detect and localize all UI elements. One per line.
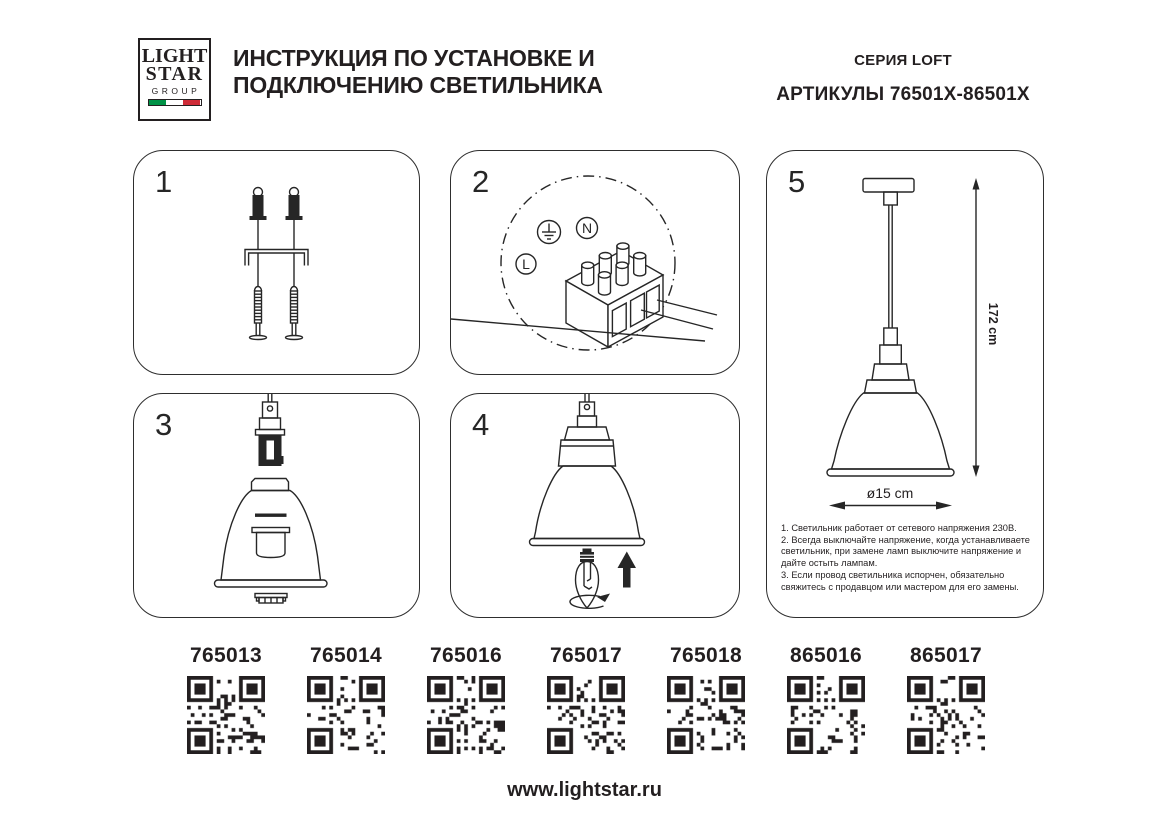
qr-code <box>427 676 505 754</box>
qr-code <box>547 676 625 754</box>
qr-code <box>907 676 985 754</box>
wall-anchor-icon <box>286 188 303 250</box>
logo-word-star: STAR <box>145 63 204 85</box>
bulb-icon <box>576 549 599 609</box>
rotate-arrow-icon <box>570 594 610 609</box>
article-item <box>780 644 872 754</box>
line-terminal-icon <box>516 254 536 274</box>
step3-panel <box>133 393 420 618</box>
step4-panel <box>450 393 740 618</box>
step5-panel <box>766 150 1044 618</box>
safety-note: 1. Светильник работает от сетевого напряжения 230В. <box>781 523 1017 533</box>
article-number: 765013 <box>190 644 262 667</box>
logo-word-light: LIGHT <box>141 45 208 67</box>
article-number: 765016 <box>430 644 502 667</box>
pendant-lamp-full <box>827 179 954 477</box>
step3-socket-shade-diagram <box>134 394 419 617</box>
line-label: L <box>522 256 530 272</box>
safety-note: 2. Всегда выключайте напряжение, когда устанавливаете светильник, при замене ламп выключите напряжение и дайте остыть лампам. <box>781 534 1030 569</box>
article-item <box>540 644 632 754</box>
height-dimension-label: 172 cm <box>986 302 1000 346</box>
articles-range-label: АРТИКУЛЫ 76501X-86501X <box>776 84 1030 105</box>
step4-number: 4 <box>472 407 490 442</box>
page-title-line2: ПОДКЛЮЧЕНИЮ СВЕТИЛЬНИКА <box>233 72 603 98</box>
up-arrow-icon <box>618 552 637 588</box>
qr-code <box>667 676 745 754</box>
neutral-terminal-icon <box>577 218 598 239</box>
article-item <box>900 644 992 754</box>
article-item <box>180 644 272 754</box>
page-title-line1: ИНСТРУКЦИЯ ПО УСТАНОВКЕ И <box>233 45 595 71</box>
step5-number: 5 <box>788 164 806 199</box>
lightstar-logo <box>138 38 211 121</box>
series-header <box>770 52 1036 106</box>
screw-icon <box>250 287 267 340</box>
qr-code <box>187 676 265 754</box>
step2-panel <box>450 150 740 375</box>
website-url: www.lightstar.ru <box>507 779 662 801</box>
article-number: 865016 <box>790 644 862 667</box>
article-number: 765017 <box>550 644 622 667</box>
pendant-lamp <box>530 394 645 546</box>
article-item <box>420 644 512 754</box>
retaining-ring-icon <box>255 594 287 604</box>
step1-panel <box>133 150 420 375</box>
logo-flag-stripe-2 <box>183 100 200 105</box>
italian-flag-icon <box>148 99 202 106</box>
cord-and-socket <box>256 394 285 466</box>
safety-note: 3. Если провод светильника испорчен, обязательно свяжитесь с продавцом или мастером для его замены. <box>781 569 1019 592</box>
articles-row <box>180 644 992 754</box>
step3-number: 3 <box>155 407 173 442</box>
article-number: 765014 <box>310 644 382 667</box>
step2-number: 2 <box>472 164 490 199</box>
article-number: 865017 <box>910 644 982 667</box>
terminal-block-icon <box>451 243 717 347</box>
qr-code <box>307 676 385 754</box>
screw-icon <box>286 287 303 340</box>
diameter-dimension-arrow <box>829 485 952 510</box>
lamp-shade <box>215 479 328 588</box>
logo-flag-stripe-1 <box>166 100 183 105</box>
step2-wiring-diagram <box>451 151 739 374</box>
article-item <box>300 644 392 754</box>
article-item <box>660 644 752 754</box>
wall-anchor-icon <box>250 188 267 250</box>
mounting-bracket-icon <box>245 250 308 266</box>
diameter-dimension-label: ø15 cm <box>866 485 914 501</box>
logo-flag-stripe-0 <box>149 100 166 105</box>
page-title <box>233 45 603 99</box>
safety-notes <box>781 523 1031 593</box>
step1-number: 1 <box>155 164 173 199</box>
step4-bulb-install-diagram <box>451 394 739 617</box>
height-dimension-arrow <box>973 178 1001 477</box>
series-label: СЕРИЯ LOFT <box>854 52 952 69</box>
qr-code <box>787 676 865 754</box>
logo-word-group: GROUP <box>151 86 201 96</box>
neutral-label: N <box>581 220 593 236</box>
article-number: 765018 <box>670 644 742 667</box>
step1-mounting-hardware-diagram <box>134 151 419 374</box>
ground-symbol-icon <box>538 221 561 244</box>
